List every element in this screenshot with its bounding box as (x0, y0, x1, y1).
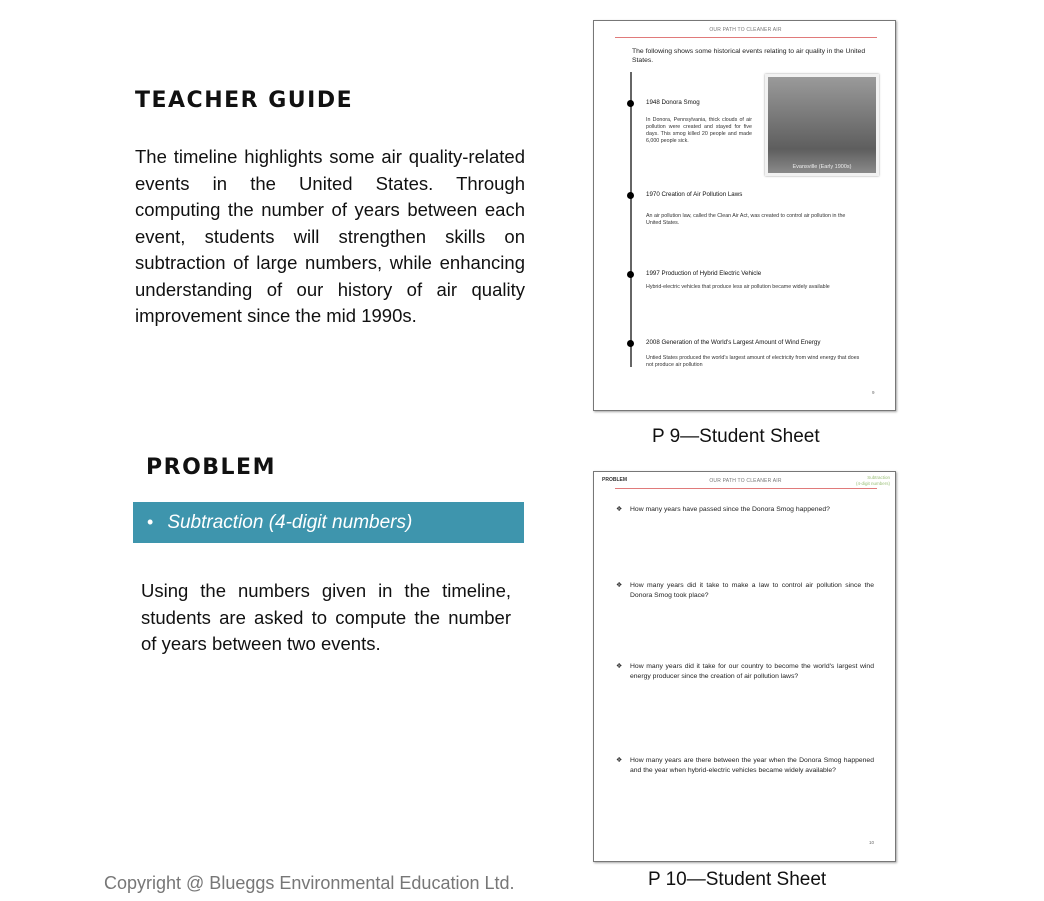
page-number: 10 (869, 840, 875, 845)
problem-heading: PROBLEM (146, 455, 276, 480)
skill-banner (133, 502, 524, 543)
historical-photo (765, 74, 879, 176)
skill-label: Subtraction (4-digit numbers) (167, 511, 413, 533)
teacher-guide-body: The timeline highlights some air quality-related events in the United States. Through computing the number of years between each event, students will strengthen skills on subtraction of large numbers, while enhancing understanding of our history of air quality improvement since the mid 1990s. (135, 146, 525, 326)
sheet-caption-p10: P 10—Student Sheet (648, 869, 827, 890)
timeline-dot (627, 271, 634, 278)
question-item: How many years have passed since the Donora Smog happened? (630, 506, 830, 513)
teacher-guide-heading: TEACHER GUIDE (135, 88, 354, 113)
question-item: How many years did it take to make a law to control air pollution since the Donora Smog took place? (630, 582, 874, 599)
sheet-left-label: PROBLEM (602, 477, 627, 483)
sheet-header: OUR PATH TO CLEANER AIR (709, 478, 782, 484)
event-desc: Untied States produced the world's largest amount of electricity from wind energy that does not produce air pollution (646, 355, 860, 368)
sheet-caption-p9: P 9—Student Sheet (652, 426, 820, 447)
timeline-dot (627, 340, 634, 347)
problem-body: Using the numbers given in the timeline, students are asked to compute the number of years between two events. (141, 580, 511, 654)
event-title: 1970 Creation of Air Pollution Laws (646, 191, 743, 198)
diamond-bullet-icon: ❖ (616, 582, 623, 589)
event-desc: In Donora, Pennsylvania, thick clouds of air pollution were created and stayed for five days. This smog killed 20 people and made 6,000 people sick. (646, 117, 752, 144)
event-desc: Hybrid-electric vehicles that produce less air pollution became widely available (646, 284, 830, 290)
diamond-bullet-icon: ❖ (616, 663, 623, 670)
timeline-dot (627, 100, 634, 107)
copyright-footer: Copyright @ Blueggs Environmental Education Ltd. (104, 873, 515, 893)
header-divider (615, 37, 877, 38)
timeline-intro: The following shows some historical events relating to air quality in the United States. (632, 48, 866, 64)
event-title: 2008 Generation of the World's Largest Amount of Wind Energy (646, 339, 821, 346)
page-number: 9 (872, 390, 875, 395)
photo-caption: Evansville (Early 1900s) (792, 164, 852, 170)
event-title: 1997 Production of Hybrid Electric Vehicle (646, 270, 762, 277)
timeline-dot (627, 192, 634, 199)
diamond-bullet-icon: ❖ (616, 506, 623, 513)
event-desc: An air pollution law, called the Clean Air Act, was created to control air pollution in the United States. (646, 213, 846, 226)
sheet-right-label: Subtraction (4-digit numbers) (855, 475, 890, 486)
sheet-header: OUR PATH TO CLEANER AIR (709, 27, 782, 33)
diamond-bullet-icon: ❖ (616, 757, 623, 764)
header-divider (615, 488, 877, 489)
student-sheet-p9 (593, 20, 896, 411)
student-sheet-p10 (593, 471, 896, 862)
event-title: 1948 Donora Smog (646, 99, 700, 106)
timeline-line (630, 72, 632, 367)
question-item: How many years did it take for our country to become the world's largest wind energy producer since the creation of air pollution laws? (630, 663, 874, 680)
bullet-icon: • (147, 512, 154, 532)
question-item: How many years are there between the year when the Donora Smog happened and the year when hybrid-electric vehicles became widely available? (630, 757, 874, 774)
